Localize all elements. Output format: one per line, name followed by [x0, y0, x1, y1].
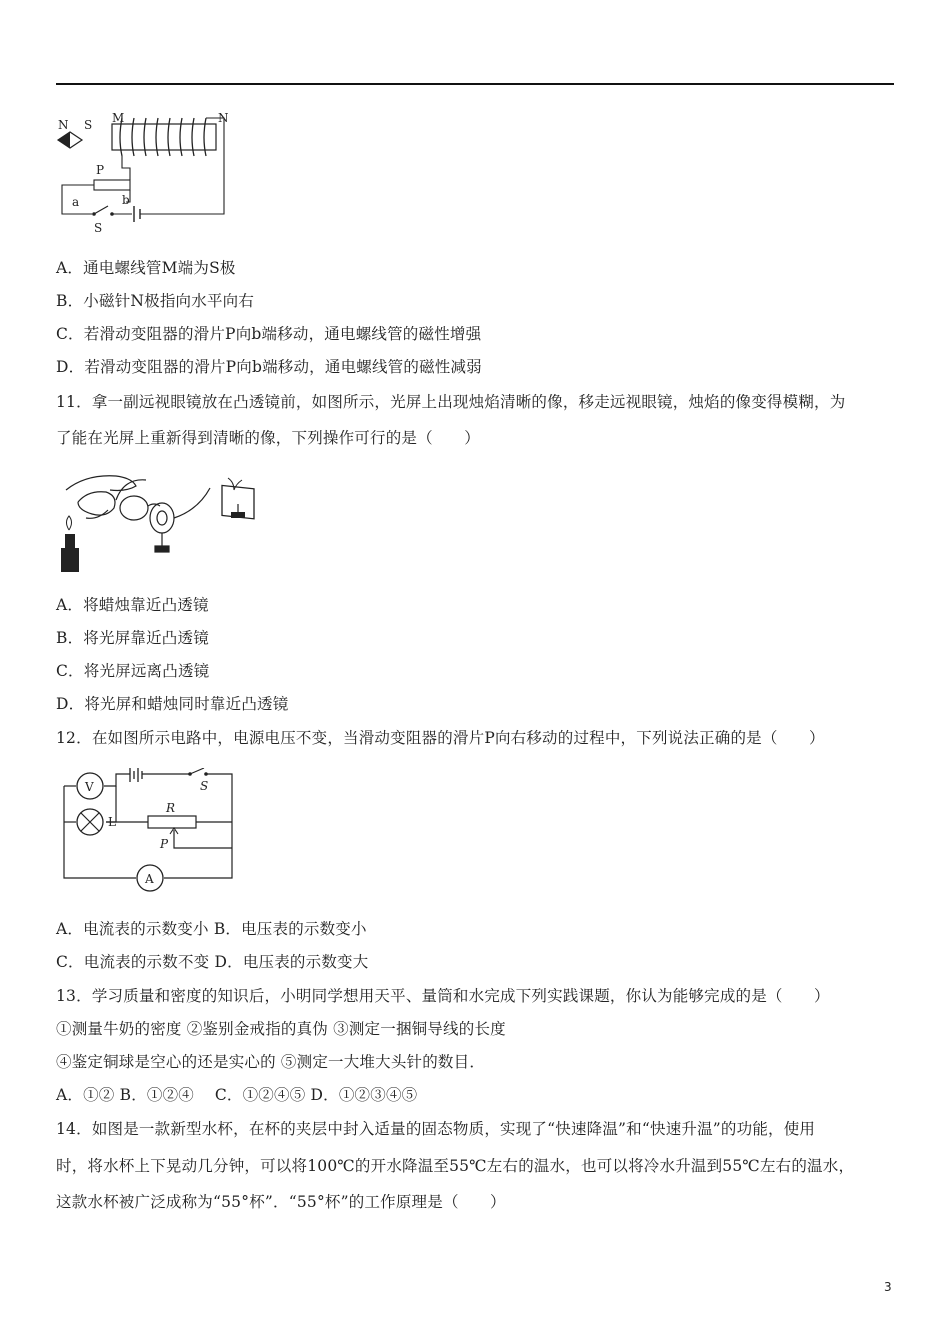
q12-options-line2: C．电流表的示数不变 D．电压表的示数变大 [56, 953, 369, 971]
page-number: 3 [884, 1280, 892, 1294]
q12-circuit-figure [60, 768, 240, 898]
q12-stem: 12．在如图所示电路中，电源电压不变，当滑动变阻器的滑片P向右移动的过程中，下列说法正确的是（ ） [56, 729, 825, 747]
q10-solenoid-figure [56, 110, 236, 238]
compass-n-label: N [58, 118, 69, 132]
q13-options: A．①② B．①②④ C．①②④⑤ D．①②③④⑤ [56, 1086, 418, 1104]
slider-label: P [160, 837, 169, 851]
glasses-icon [116, 480, 160, 520]
q11-option-c: C．将光屏远离凸透镜 [56, 662, 210, 680]
end-b-label: b [122, 193, 130, 207]
q14-stem-line2: 时，将水杯上下晃动几分钟，可以将100℃的开水降温至55℃左右的温水，也可以将冷水升温到55℃左右的温水， [56, 1157, 855, 1175]
q10-option-d: D．若滑动变阻器的滑片P向b端移动，通电螺线管的磁性减弱 [56, 358, 482, 376]
q14-stem-line1: 14．如图是一款新型水杯，在杯的夹层中封入适量的固态物质，实现了“快速降温”和“快速升温”的功能，使用 [56, 1120, 816, 1138]
q11-lens-figure [56, 462, 266, 576]
q10-option-b: B．小磁针N极指向水平向右 [56, 292, 255, 310]
battery-icon [130, 768, 142, 782]
q14-stem-line3: 这款水杯被广泛成称为“55°杯”．“55°杯”的工作原理是（ ） [56, 1193, 506, 1211]
switch-icon [190, 768, 204, 774]
light-screen-icon [222, 478, 254, 519]
q10-option-c: C．若滑动变阻器的滑片P向b端移动，通电螺线管的磁性增强 [56, 325, 482, 343]
q13-stem: 13．学习质量和密度的知识后，小明同学想用天平、量筒和水完成下列实践课题，你认为能够完成的是（ ） [56, 987, 830, 1005]
compass-needle-icon [58, 132, 82, 148]
voltmeter-label: V [85, 780, 94, 794]
candle-icon [61, 516, 79, 572]
q11-option-a: A．将蜡烛靠近凸透镜 [56, 596, 209, 614]
header-rule [56, 83, 894, 85]
coil-n-label: N [218, 111, 229, 125]
ammeter-label: A [145, 872, 154, 886]
switch-label: S [200, 779, 209, 793]
lamp-icon [77, 809, 103, 835]
q12-options-line1: A．电流表的示数变小 B．电压表的示数变小 [56, 920, 367, 938]
hand-icon [66, 476, 136, 519]
resistor-icon [148, 816, 196, 828]
q13-items-line1: ①测量牛奶的密度 ②鉴别金戒指的真伪 ③测定一捆铜导线的长度 [56, 1020, 506, 1038]
q13-items-line2: ④鉴定铜球是空心的还是实心的 ⑤测定一大堆大头针的数目． [56, 1053, 486, 1071]
q11-stem-line1: 11．拿一副远视眼镜放在凸透镜前，如图所示，光屏上出现烛焰清晰的像，移走远视眼镜，烛焰的像变得模糊，为 [56, 393, 846, 411]
q11-option-b: B．将光屏靠近凸透镜 [56, 629, 209, 647]
resistor-label: R [166, 801, 176, 815]
switch-s-label: S [94, 221, 103, 235]
coil-m-label: M [112, 111, 125, 125]
q11-stem-line2: 了能在光屏上重新得到清晰的像，下列操作可行的是（ ） [56, 429, 480, 447]
end-a-label: a [72, 195, 80, 209]
convex-lens-icon [150, 488, 210, 552]
q10-option-a: A．通电螺线管M端为S极 [56, 259, 236, 277]
q11-option-d: D．将光屏和蜡烛同时靠近凸透镜 [56, 695, 289, 713]
slider-p-label: P [96, 163, 105, 177]
compass-s-label: S [84, 118, 93, 132]
lamp-label: L [108, 815, 116, 829]
